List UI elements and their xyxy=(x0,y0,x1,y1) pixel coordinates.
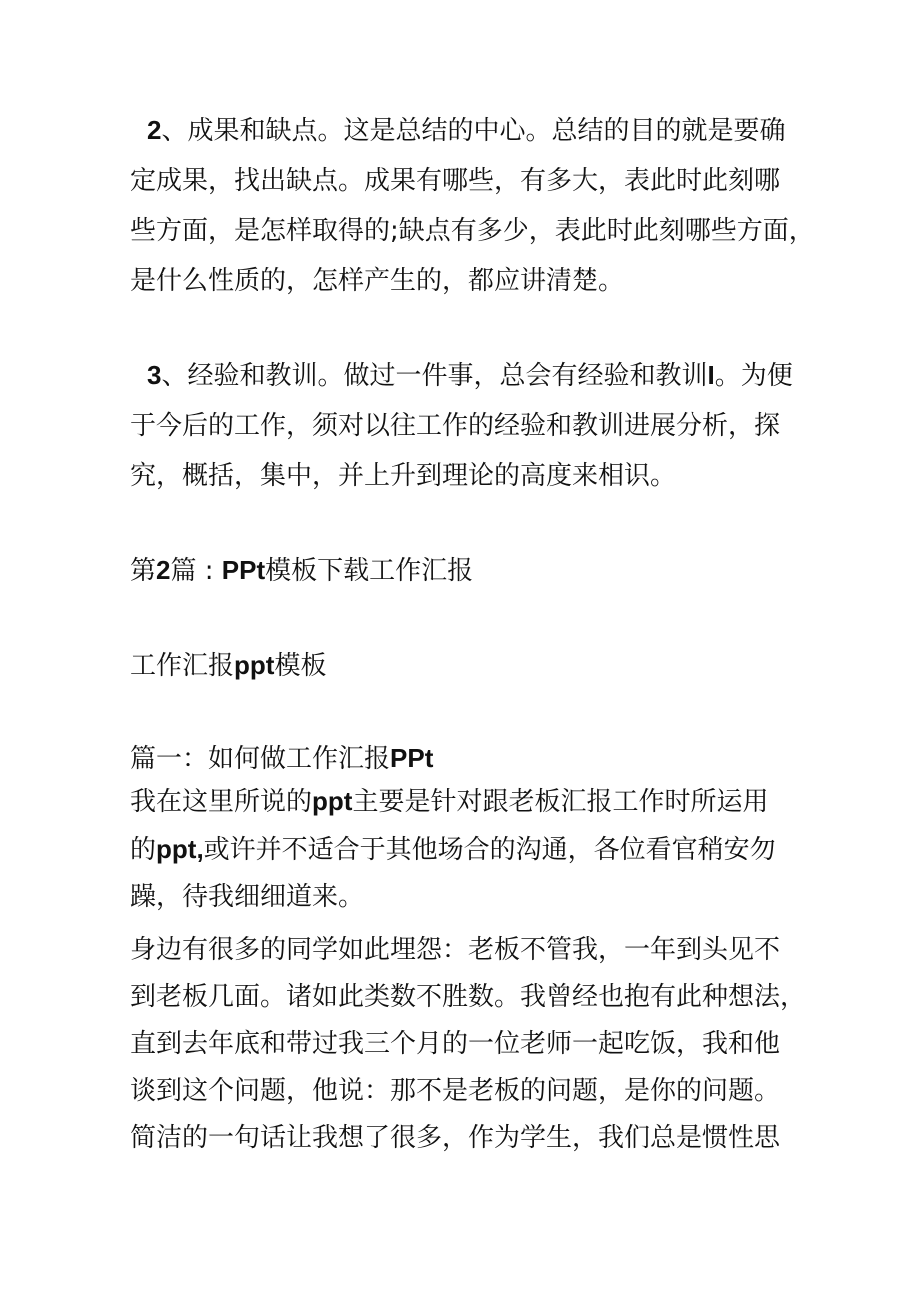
text-line: 定成果，找出缺点。成果有哪些，有多大，表此时此刻哪 xyxy=(130,166,781,196)
text-line: 些方面，是怎样取得的;缺点有多少，表此时此刻哪些方面， xyxy=(130,216,815,246)
text-line: 躁，待我细细道来。 xyxy=(130,882,365,912)
body-paragraph-story xyxy=(130,927,807,1162)
body-paragraph-intro xyxy=(130,778,798,921)
chapter-heading: 第2篇 : PPt模板下载工作汇报 xyxy=(130,555,474,586)
section-title: 篇一：如何做工作汇报PPt xyxy=(130,743,434,774)
text-line: 2、成果和缺点。这是总结的中心。总结的目的就是要确 xyxy=(147,115,786,146)
text-line: 3、经验和教训。做过一件事，总会有经验和教训I。为便 xyxy=(147,360,793,391)
text-line: 直到去年底和带过我三个月的一位老师一起吃饭，我和他 xyxy=(130,1029,781,1059)
text-line: 我在这里所说的ppt主要是针对跟老板汇报工作时所运用 xyxy=(130,786,769,817)
text-line: 身边有很多的同学如此埋怨：老板不管我，一年到头见不 xyxy=(130,935,781,965)
list-number: 3 xyxy=(147,360,162,390)
text-line: 于今后的工作，须对以往工作的经验和教训进展分析，探 xyxy=(130,411,781,441)
text-line: 简洁的一句话让我想了很多，作为学生，我们总是惯性思 xyxy=(130,1123,781,1153)
text-line: 的ppt,或许并不适合于其他场合的沟通，各位看官稍安勿 xyxy=(130,834,776,865)
text-line: 是什么性质的，怎样产生的，都应讲清楚。 xyxy=(130,266,625,296)
paragraph-experience-and-lessons xyxy=(130,350,798,501)
text-line: 到老板几面。诸如此类数不胜数。我曾经也抱有此种想法， xyxy=(130,982,807,1012)
text-line: 究，概括，集中，并上升到理论的高度来相识。 xyxy=(130,461,677,491)
subtitle: 工作汇报ppt模板 xyxy=(130,650,327,681)
paragraph-results-and-shortcomings xyxy=(130,105,815,306)
text-line: 谈到这个问题，他说：那不是老板的问题，是你的问题。 xyxy=(130,1076,781,1106)
list-number: 2 xyxy=(147,115,162,145)
